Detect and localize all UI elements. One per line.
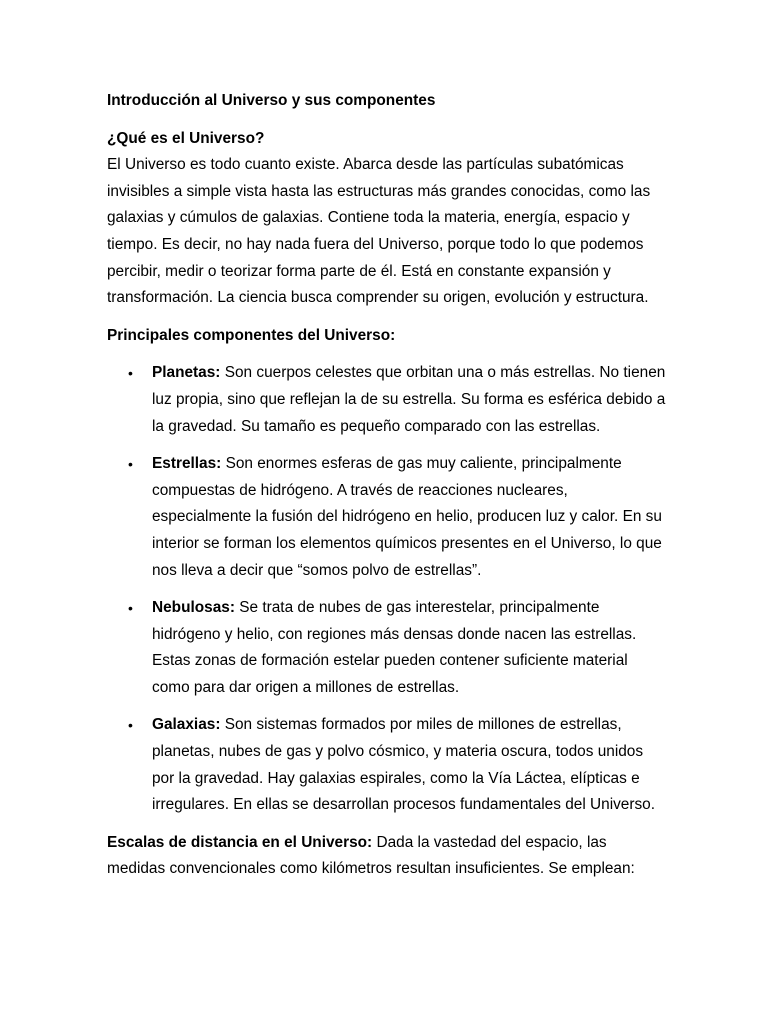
- components-list: [107, 360, 667, 819]
- list-item-term: Nebulosas:: [152, 599, 235, 617]
- list-item-text: Se trata de nubes de gas interestelar, principalmente hidrógeno y helio, con regiones más densas donde nacen las estrellas. Estas zonas de formación estelar pueden contener suficiente material como para dar origen a millones de estrellas.: [152, 599, 637, 696]
- list-item-nebulosas: [107, 595, 667, 701]
- section-heading-componentes: Principales componentes del Universo:: [107, 326, 396, 344]
- bullet-icon: •: [128, 456, 133, 473]
- list-item-text: Son enormes esferas de gas muy caliente, principalmente compuestas de hidrógeno. A través de reacciones nucleares, especialmente la fusión del hidrógeno en helio, producen luz y calor. En su interior se forman los elementos químicos presentes en el Universo, lo que nos lleva a decir que “somos polvo de estrellas”.: [152, 455, 662, 579]
- bullet-icon: •: [128, 365, 133, 382]
- paragraph-escalas: [107, 830, 667, 883]
- list-item-text: Son cuerpos celestes que orbitan una o más estrellas. No tienen luz propia, sino que reflejan la de su estrella. Su forma es esférica debido a la gravedad. Su tamaño es pequeño comparado con las estrellas.: [152, 364, 666, 435]
- paragraph-escalas-text: Dada la vastedad del espacio, las medidas convencionales como kilómetros resultan insuficientes. Se emplean:: [107, 833, 635, 878]
- bullet-icon: •: [128, 600, 133, 617]
- list-item-galaxias: [107, 712, 667, 818]
- paragraph-que-es: El Universo es todo cuanto existe. Abarca desde las partículas subatómicas invisibles a simple vista hasta las estructuras más grandes conocidas, como las galaxias y cúmulos de galaxias. Contiene toda la materia, energía, espacio y tiempo. Es decir, no hay nada fuera del Universo, porque todo lo que podemos percibir, medir o teorizar forma parte de él. Está en constante expansión y transformación. La ciencia busca comprender su origen, evolución y estructura.: [107, 156, 651, 307]
- paragraph-escalas-term: Escalas de distancia en el Universo:: [107, 833, 373, 851]
- bullet-icon: •: [128, 717, 133, 734]
- list-item-text: Son sistemas formados por miles de millones de estrellas, planetas, nubes de gas y polvo cósmico, y materia oscura, todos unidos por la gravedad. Hay galaxias espirales, como la Vía Láctea, elípticas e irregulares. En ellas se desarrollan procesos fundamentales del Universo.: [152, 716, 656, 814]
- list-item-planetas: [107, 360, 667, 440]
- document-page: [107, 88, 667, 894]
- list-item-term: Planetas:: [152, 364, 221, 382]
- section-heading-que-es: ¿Qué es el Universo?: [107, 129, 265, 147]
- list-item-term: Galaxias:: [152, 716, 221, 734]
- list-item-term: Estrellas:: [152, 455, 222, 473]
- document-title: Introducción al Universo y sus componentes: [107, 92, 436, 109]
- list-item-estrellas: [107, 451, 667, 584]
